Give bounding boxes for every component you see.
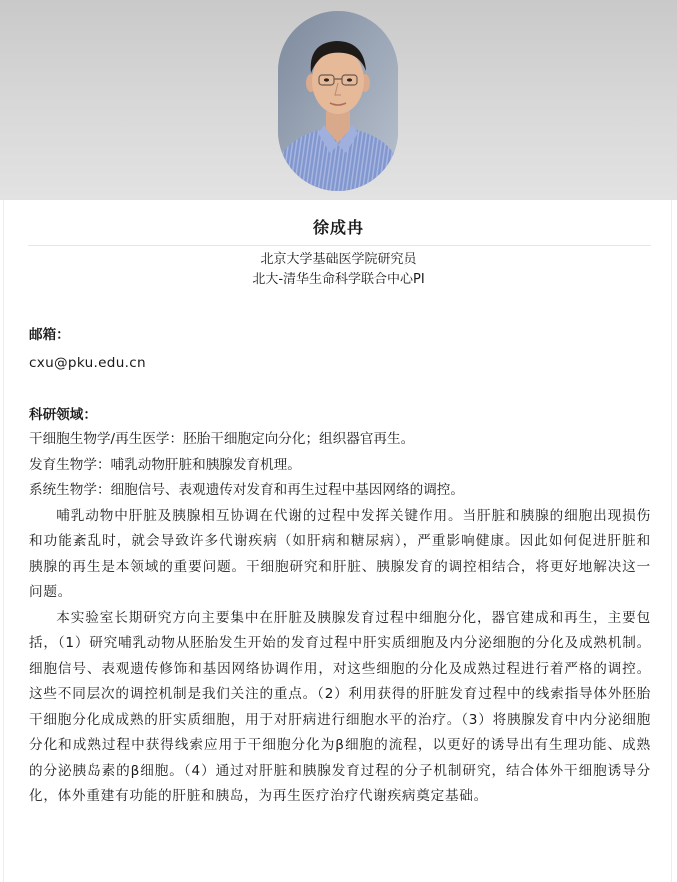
research-paragraph: 本实验室长期研究方向主要集中在肝脏及胰腺发育过程中细胞分化，器官建成和再生，主要包括，（1）研究哺乳动物从胚胎发生开始的发育过程中肝实质细胞及内分泌细胞的分化及成熟机制。细胞信号、表观遗传修饰和基因网络协调作用，对这些细胞的分化及成熟过程进行着严格的调控。这些不同层次的调控机制是我们关注的重点。（2）利用获得的肝脏发育过程中的线索指导体外胚胎干细胞分化成成熟的肝实质细胞，用于对肝病进行细胞水平的治疗。（3）将胰腺发育中内分泌细胞分化和成熟过程中获得线索应用于干细胞分化为β细胞的流程，以更好的诱导出有生理功能、成熟的分泌胰岛素的β细胞。（4）通过对肝脏和胰腺发育过程的分子机制研究，结合体外干细胞诱导分化，体外重建有功能的肝脏和胰岛，为再生医疗治疗代谢疾病奠定基础。 [29, 609, 651, 804]
title-line: 北大-清华生命科学联合中心PI [252, 272, 425, 287]
research-section [29, 403, 651, 810]
title-line: 北京大学基础医学院研究员 [260, 252, 417, 267]
research-paragraph: 哺乳动物中肝脏及胰腺相互协调在代谢的过程中发挥关键作用。当肝脏和胰腺的细胞出现损伤和功能紊乱时，就会导致许多代谢疾病（如肝病和糖尿病），严重影响健康。因此如何促进肝脏和胰腺的再生是本领域的重要问题。干细胞研究和肝脏、胰腺发育的调控相结合，将更好地解决这一问题。 [29, 507, 651, 600]
research-area-item: 干细胞生物学/再生医学：胚胎干细胞定向分化；组织器官再生。 [29, 431, 415, 447]
email-label: 邮箱： [29, 327, 70, 343]
portrait-photo [278, 11, 398, 191]
profile-content [29, 323, 651, 810]
research-area-item: 系统生物学：细胞信号、表观遗传对发育和再生过程中基因网络的调控。 [29, 482, 464, 498]
person-name: 徐成冉 [312, 218, 364, 237]
research-area-item: 发育生物学：哺乳动物肝脏和胰腺发育机理。 [29, 456, 301, 473]
research-label: 科研领域： [29, 407, 97, 423]
email-link[interactable]: cxu@pku.edu.cn [29, 355, 146, 371]
name-divider [28, 245, 651, 246]
person-titles [0, 250, 677, 290]
